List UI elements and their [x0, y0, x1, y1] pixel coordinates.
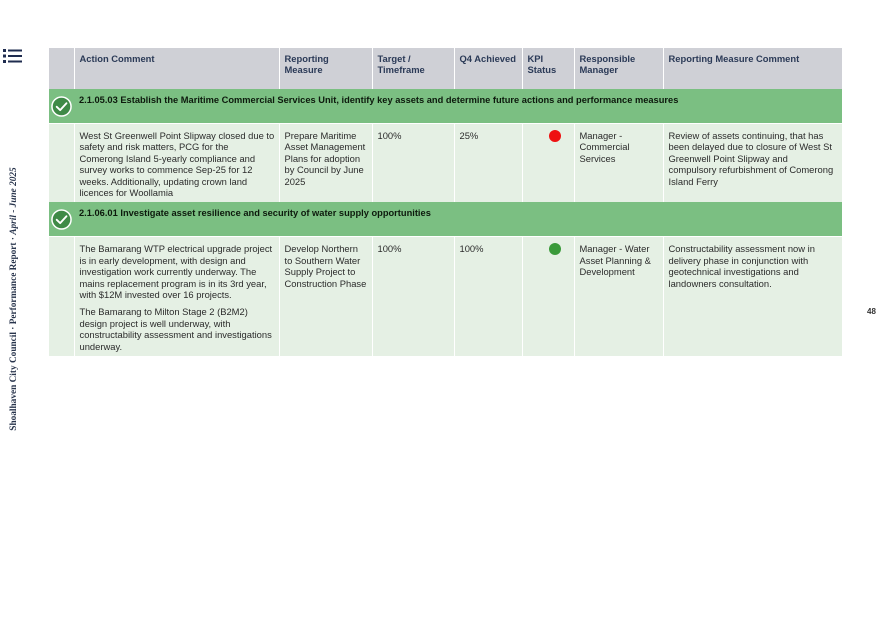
page-number: 48	[867, 307, 876, 316]
section-title: 2.1.05.03 Establish the Maritime Commercial Services Unit, identify key assets and determine future actions and performance measures	[74, 89, 842, 124]
target-cell: 100%	[372, 237, 454, 356]
check-circle-icon	[51, 96, 72, 117]
action-comment-text: The Bamarang to Milton Stage 2 (B2M2) design project is well underway, with constructability assessment and investigations underway.	[79, 306, 272, 352]
table-row	[49, 237, 842, 356]
responsible-manager-cell: Manager - Water Asset Planning & Development	[574, 237, 663, 356]
header-responsible-manager: Responsible Manager	[574, 48, 663, 89]
kpi-status-cell	[522, 124, 574, 203]
section-title: 2.1.06.01 Investigate asset resilience and security of water supply opportunities	[74, 202, 842, 237]
row-spacer-cell	[49, 237, 74, 356]
kpi-status-red-indicator	[549, 130, 561, 142]
section-row	[49, 202, 842, 237]
row-spacer-cell	[49, 124, 74, 203]
q4-achieved-cell: 25%	[454, 124, 522, 203]
section-status-cell	[49, 89, 74, 124]
side-title-period: April - June 2025	[9, 167, 19, 235]
responsible-manager-cell: Manager - Commercial Services	[574, 124, 663, 203]
header-q4-achieved: Q4 Achieved	[454, 48, 522, 89]
header-status-icon	[49, 48, 74, 89]
action-comment-text: West St Greenwell Point Slipway closed due to safety and risk matters, PCG for the Comerong Island 5-yearly compliance and survey works to commence Sep-25 for 12 weeks. Additionally, updating crown land licences for Woollamia	[79, 130, 275, 199]
document-side-title: Shoalhaven City Council · Performance Report · April - June 2025	[9, 167, 19, 431]
section-status-cell	[49, 202, 74, 237]
performance-table	[49, 48, 843, 356]
kpi-status-cell	[522, 237, 574, 356]
reporting-measure-cell: Prepare Maritime Asset Management Plans for adoption by Council by June 2025	[279, 124, 372, 203]
measure-comment-cell: Review of assets continuing, that has been delayed due to closure of West St Greenwell Point Slipway and compulsory refurbishment of Comerong Island Ferry	[663, 124, 842, 203]
side-title-main: Shoalhaven City Council · Performance Report	[9, 242, 19, 431]
header-action-comment: Action Comment	[74, 48, 279, 89]
action-comment-text: The Bamarang WTP electrical upgrade project is in early development, with design and investigation work currently underway. The mains replacement program is in its 3rd year, with $12M invested over 16 projects.	[79, 243, 273, 301]
action-comment-cell	[74, 124, 279, 203]
kpi-status-green-indicator	[549, 243, 561, 255]
target-cell: 100%	[372, 124, 454, 203]
q4-achieved-cell: 100%	[454, 237, 522, 356]
reporting-measure-cell: Develop Northern to Southern Water Supply Project to Construction Phase	[279, 237, 372, 356]
table-row	[49, 124, 842, 203]
list-menu-icon[interactable]	[3, 48, 22, 64]
header-kpi-status: KPI Status	[522, 48, 574, 89]
check-circle-icon	[51, 209, 72, 230]
measure-comment-cell: Constructability assessment now in delivery phase in conjunction with geotechnical investigations and landowners consultation.	[663, 237, 842, 356]
section-row	[49, 89, 842, 124]
header-reporting-measure: Reporting Measure	[279, 48, 372, 89]
header-target-timeframe: Target / Timeframe	[372, 48, 454, 89]
header-measure-comment: Reporting Measure Comment	[663, 48, 842, 89]
action-comment-cell	[74, 237, 279, 356]
table-header-row	[49, 48, 842, 89]
